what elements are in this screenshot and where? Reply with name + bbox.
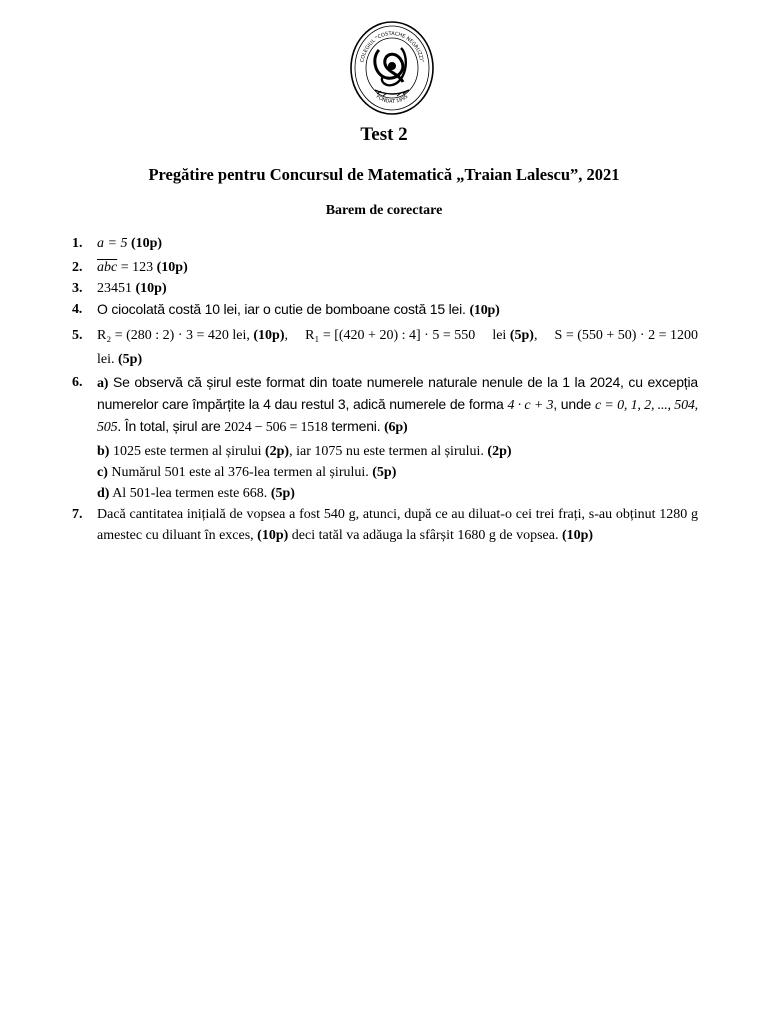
points: (10p) (135, 281, 167, 296)
math-r1: R₁ = [(420 + 20) : 4] · 5 = 550 (305, 328, 476, 343)
points: (5p) (270, 486, 295, 501)
part-a: a) Se observă că șirul este format din toate numerele naturale nenule de la 1 la 2024, cu excepția numerelor care împărțite la 4 dau restul 3, adică numerele de forma 4 · c + 3, unde c = 0, 1, 2, ..., 504, 505. În total, șirul are 2024 − 506 = 1518 termeni. (6p) (97, 374, 698, 435)
math-expression: 2024 − 506 = 1518 (224, 420, 328, 435)
points: (10p) (561, 528, 594, 543)
points: (10p) (469, 303, 500, 318)
math-r2: R₂ = (280 : 2) · 3 = 420 (97, 328, 229, 343)
part-c: c) Numărul 501 este al 376-lea termen al șirului. (5p) (97, 465, 397, 480)
answer-item-5: 5. R₂ = (280 : 2) · 3 = 420 lei, (10p), R₁ = [(420 + 20) : 4] · 5 = 550 lei (5p), S = (550 + 50) · 2 = 1200 lei. (5p) (72, 324, 698, 372)
points: (10p) (156, 260, 188, 275)
test-title: Test 2 (360, 124, 408, 145)
section-heading: Barem de corectare (325, 203, 443, 218)
math-expression: = 123 (117, 260, 154, 275)
math-expression: 4 · c + 3 (507, 398, 554, 413)
answer-item-3: 3. 23451 (10p) (72, 281, 167, 296)
points: (2p) (487, 444, 512, 459)
answer-text: O ciocolată costă 10 lei, iar o cutie de bomboane costă 15 lei. (97, 301, 466, 317)
points: (5p) (118, 352, 143, 367)
points: (10p) (257, 528, 289, 543)
math-variable: $\overline{abc}$ (97, 260, 118, 275)
math-s: S = (550 + 50) · 2 = 1200 (554, 328, 698, 343)
points: (2p) (264, 444, 290, 459)
answer-item-7: 7. Dacă cantitatea inițială de vopsea a fost 540 g, atunci, după ce au diluat-o cei trei frați, s-au obținut 1280 g amestec cu diluant în exces, (10p) deci tatăl va adăuga la sfârșit 1680 g de vopsea. (10p) (72, 507, 698, 543)
points: (5p) (509, 328, 534, 343)
answer-list (72, 233, 698, 546)
answer-item-4: 4. O ciocolată costă 10 lei, iar o cutie de bomboane costă 15 lei. (10p) (72, 301, 500, 318)
answer-item-1: 1. a = 5 (10p) (72, 236, 163, 251)
math-expression: a = 5 (97, 236, 128, 251)
svg-text:COLEGIUL "COSTACHE NEGRUZZI": COLEGIUL "COSTACHE NEGRUZZI" (359, 30, 425, 63)
part-b: b) 1025 este termen al șirului (2p), iar 1075 nu este termen al șirului. (2p) (97, 444, 512, 459)
svg-text:FONDAT 1895: FONDAT 1895 (374, 93, 410, 105)
math-expression: c = 0, 1, 2, ..., 504, 505 (97, 398, 698, 435)
school-logo (349, 20, 435, 116)
points: (6p) (384, 420, 408, 435)
points: (10p) (130, 236, 163, 251)
contest-subtitle: Pregătire pentru Concursul de Matematică „Traian Lalescu”, 2021 (148, 165, 620, 184)
points: (10p) (253, 328, 285, 343)
answer-item-2: 2. $\overline{abc} = 123$ (10p) (72, 260, 188, 275)
part-d: d) Al 501-lea termen este 668. (5p) (97, 486, 295, 501)
answer-text: 23451 (97, 281, 132, 296)
answer-item-6: 6. a) Se observă că șirul este format din toate numerele naturale nenule de la 1 la 2024, cu excepția numerelor care împărțite la 4 dau restul 3, adică numerele de forma 4 · c + 3, unde c = 0, 1, 2, ..., 504, 505. În total, șirul are 2024 − 506 = 1518 termeni. (6p) b) 1025 este termen al șirului (2p), iar 1075 nu este termen al șirului. (2p) c) Numărul 501 este al 376-lea termen al șirului. (5p) d) Al 501-lea termen este 668. (5p) (72, 372, 698, 504)
points: (5p) (372, 465, 397, 480)
